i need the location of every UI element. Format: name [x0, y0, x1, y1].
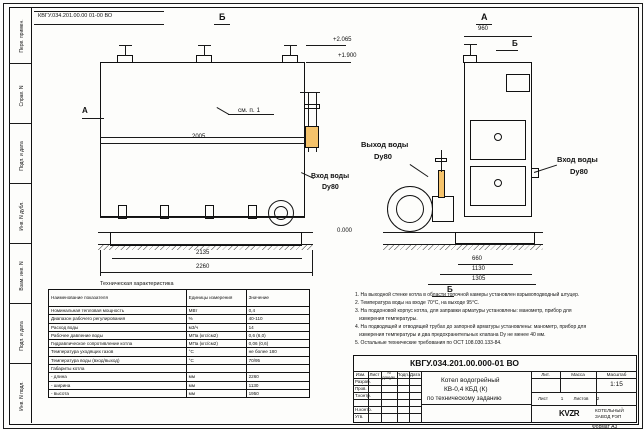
stamp-sheet-label: Лист — [538, 395, 548, 401]
stamp-right-hline-2 — [531, 392, 637, 393]
table-row — [49, 323, 310, 331]
stamp-title-line-2: КВ-0,4 КБД (К) — [444, 386, 488, 393]
dim-2260: 2260 — [196, 264, 210, 270]
burner-housing — [432, 196, 454, 222]
tech-cell: м3/ч — [186, 323, 246, 331]
gas-valve — [438, 170, 445, 198]
tech-cell: - длина — [49, 373, 187, 381]
tech-table-title: Техническая характеристика — [100, 281, 174, 287]
support-leg-4 — [248, 205, 257, 219]
ground-line — [98, 244, 313, 245]
margin-label-1: Подп. и дата — [19, 321, 25, 351]
tech-cell: 70/95 — [246, 356, 309, 364]
company-name-line-2: ЗАВОД РЭП — [595, 414, 622, 419]
tech-cell: 0,6 (6,0) — [246, 331, 309, 339]
gas-flange — [435, 158, 447, 162]
tech-cell: Номинальная тепловая мощность — [49, 307, 187, 315]
margin-label-5: Справ. N — [19, 85, 25, 107]
tech-th-1: Единицы измерения — [186, 290, 246, 307]
outlet-valve — [305, 126, 319, 148]
tech-cell: 1950 — [246, 389, 309, 397]
section-b-arrow-right — [496, 50, 518, 51]
stamp-vline-5 — [421, 371, 422, 423]
section-mark-b-right-bottom: Б — [447, 285, 453, 294]
stamp-sheet-value: 1 — [560, 395, 564, 401]
tech-cell: % — [186, 315, 246, 323]
right-inlet-flange — [531, 168, 539, 178]
stamp-sheets-label: Листов — [573, 395, 589, 401]
top-nozzle-3 — [282, 55, 298, 63]
dim-line-660 — [458, 264, 513, 265]
stamp-role-nkontr: Н.контр. — [355, 406, 372, 412]
door-latch-lower — [494, 179, 502, 187]
designation-underline — [34, 11, 164, 12]
note-line-1: 1. На выходной стенке котла в области топочной камеры установлен взрывоподводный штуцер. — [355, 292, 580, 298]
dim-960: 960 — [478, 26, 489, 32]
dim-1130: 1130 — [472, 266, 485, 272]
table-row — [49, 389, 310, 397]
top-left-designation: КВГУ.034.201.00.00 01-00 ВО — [38, 13, 113, 19]
stamp-right-hline-1 — [531, 378, 637, 379]
tech-cell: мм — [186, 381, 246, 389]
right-foundation — [455, 232, 535, 244]
tech-cell: Гидравлическое сопротивление котла — [49, 340, 187, 348]
note-line-5: 4. На подводящей и отводящей трубах до запорной арматуры установлены: манометр, прибор для — [355, 324, 587, 330]
stamp-vline-4 — [409, 371, 410, 423]
dim-line-2260 — [100, 272, 312, 273]
stamp-vline-3 — [397, 371, 398, 423]
stamp-col-podp: Подп. — [396, 372, 410, 378]
outlet-flange — [304, 104, 320, 109]
dim-ext-left — [100, 250, 101, 276]
stamp-lit-label: Лит. — [541, 372, 550, 378]
stamp-col-list: Лист — [369, 372, 380, 378]
tech-cell: - ширина — [49, 381, 187, 389]
support-leg-2 — [160, 205, 169, 219]
elevation-0000: 0.000 — [337, 228, 353, 234]
tech-cell: Рабочее давление воды — [49, 331, 187, 339]
dim-line-960 — [464, 36, 532, 37]
stamp-col-izm: Изм. — [355, 372, 366, 378]
tech-cell: °С — [186, 356, 246, 364]
see-item-callout: см. п. 1 — [238, 107, 261, 114]
section-mark-b-right: Б — [512, 39, 518, 48]
tech-cell: 1130 — [246, 381, 309, 389]
table-row — [49, 373, 310, 381]
dim-line-2135 — [112, 258, 302, 259]
stamp-role-razrab: Разраб. — [355, 378, 371, 384]
dim-line-1305 — [428, 284, 536, 285]
margin-label-0: Инв. N подл. — [19, 381, 25, 411]
company-name-line-1: КОТЕЛЬНЫЙ — [595, 408, 624, 413]
right-nozzle-top — [464, 44, 477, 45]
note-line-3: 3. На поддоновой корпус котла, для заправки арматуры установлены: манометр, прибор для — [355, 308, 572, 314]
stamp-designation: КВГУ.034.201.00.000-01 ВО — [410, 358, 520, 368]
water-in-left-label-2: Dу80 — [322, 184, 339, 191]
stamp-col-ndokum: N докум. — [382, 369, 396, 380]
nozzle-top-2 — [198, 45, 211, 46]
right-nozzle-stem — [470, 44, 471, 56]
elevation-2065: +2.065 — [333, 37, 352, 43]
designation-underline-2 — [34, 24, 164, 25]
stamp-scale-value: 1:15 — [610, 381, 623, 389]
flue-outlet-inner — [274, 206, 288, 220]
stamp-role-prov: Пров. — [355, 385, 367, 391]
tech-cell — [246, 364, 309, 372]
dim-1305: 1305 — [472, 276, 486, 282]
section-mark-a-left: А — [82, 106, 88, 115]
burner-inner-circle — [396, 195, 424, 223]
tech-cell: МВт — [186, 307, 246, 315]
tech-cell: мм — [186, 373, 246, 381]
stamp-title-line-3: по техническому заданию — [427, 395, 502, 402]
table-row — [49, 381, 310, 389]
stamp-right-hline-3 — [531, 405, 637, 406]
section-a-arrow-left — [82, 118, 104, 119]
margin-label-3: Инв. N дубл. — [19, 201, 25, 231]
door-latch-upper — [494, 133, 502, 141]
control-panel — [506, 74, 530, 92]
note-line-6: измерения температуры и два предохранительных клапана Dу не менее 40 мм. — [355, 332, 546, 338]
stamp-role-utv: Утв. — [355, 413, 364, 419]
tech-cell: - высота — [49, 389, 187, 397]
tech-cell: 0,4 — [246, 307, 309, 315]
water-in-right-label-2: Dу80 — [570, 167, 588, 176]
dim-line-2005 — [100, 143, 305, 144]
table-row — [49, 356, 310, 364]
tech-cell: не более 180 — [246, 348, 309, 356]
view-label-a-right: А — [481, 12, 488, 22]
dim-ext-right — [312, 250, 313, 276]
elevation-line-1 — [306, 45, 346, 46]
note-line-7: 5. Остальные технические требования по ОСТ 108.030.133-84. — [355, 340, 502, 346]
tech-cell: мм — [186, 389, 246, 397]
stamp-hline-4 — [353, 399, 421, 400]
tech-cell: Температура воды (вход/выход) — [49, 356, 187, 364]
stamp-title-divider — [421, 404, 531, 405]
outlet-pipe-top — [300, 92, 320, 93]
margin-label-4: Подп. и дата — [19, 141, 25, 171]
right-ground-line — [383, 244, 543, 245]
nozzle-stem-2 — [204, 45, 205, 56]
margin-label-6: Перв. примен. — [19, 19, 25, 53]
dim-2005: 2005 — [192, 134, 206, 140]
tech-th-2: Значение — [246, 290, 309, 307]
stamp-mass-label: Масса — [571, 372, 585, 378]
tech-cell: 0,06 (0,6) — [246, 340, 309, 348]
top-nozzle-1 — [117, 55, 133, 63]
tech-th-0: Наименование показателя — [49, 290, 187, 307]
view-b-underline — [214, 24, 230, 25]
support-leg-1 — [118, 205, 127, 219]
tech-cell: °С — [186, 348, 246, 356]
view-label-b: Б — [219, 12, 226, 22]
support-leg-3 — [205, 205, 214, 219]
right-top-nozzle — [463, 55, 477, 63]
table-row — [49, 348, 310, 356]
tech-cell: 2260 — [246, 373, 309, 381]
view-a-underline — [476, 24, 492, 25]
tech-cell: Температура уходящих газов — [49, 348, 187, 356]
format-label: Формат А3 — [592, 424, 618, 430]
stamp-role-tkontr: Т.контр. — [355, 392, 371, 398]
right-ground-hatch — [383, 244, 543, 250]
water-in-left-label-1: Вход воды — [311, 173, 350, 180]
tech-cell: Габариты котла — [49, 364, 187, 372]
nozzle-top-1 — [119, 45, 132, 46]
tech-cell: МПа (кгс/см2) — [186, 340, 246, 348]
nozzle-stem-3 — [290, 45, 291, 56]
water-out-label-2: Dу80 — [374, 152, 392, 161]
water-in-right-label-1: Вход воды — [557, 155, 598, 164]
dim-line-1130 — [440, 274, 532, 275]
elevation-1900: +1.900 — [338, 53, 357, 59]
nozzle-top-3 — [284, 45, 297, 46]
table-row — [49, 331, 310, 339]
nozzle-stem-1 — [125, 45, 126, 56]
table-row — [49, 364, 310, 372]
elevation-line-2 — [306, 62, 351, 63]
company-logo: KVZR — [559, 409, 580, 418]
water-out-label-1: Выход воды — [361, 140, 409, 149]
dim-2135: 2135 — [196, 250, 210, 256]
tech-cell: Диапазон рабочего регулирования — [49, 315, 187, 323]
stamp-scale-label: Масштаб — [606, 372, 627, 378]
note-line-2: 2. Температура воды на входе 70°С, на выходе 95°С. — [355, 300, 480, 306]
note-line-4: измерения температуры. — [355, 316, 418, 322]
tech-cell: МПа (кгс/см2) — [186, 331, 246, 339]
tech-table-header-row — [49, 290, 310, 307]
tech-cell: 40-110 — [246, 315, 309, 323]
dim-660: 660 — [472, 256, 483, 262]
stamp-title-line-1: Котел водогрейный — [441, 377, 500, 384]
base-line — [100, 217, 305, 218]
tech-cell: 14 — [246, 323, 309, 331]
see-item-leader — [228, 114, 274, 115]
tech-cell — [186, 364, 246, 372]
margin-label-2: Взам. инв. N — [19, 261, 25, 291]
table-row — [49, 315, 310, 323]
tech-characteristics-table — [48, 289, 310, 398]
table-row — [49, 340, 310, 348]
stamp-sheets-value: 2 — [596, 395, 600, 401]
stamp-col-data: Дата — [409, 372, 421, 378]
top-nozzle-2 — [196, 55, 212, 63]
tech-cell: Расход воды — [49, 323, 187, 331]
table-row — [49, 307, 310, 315]
